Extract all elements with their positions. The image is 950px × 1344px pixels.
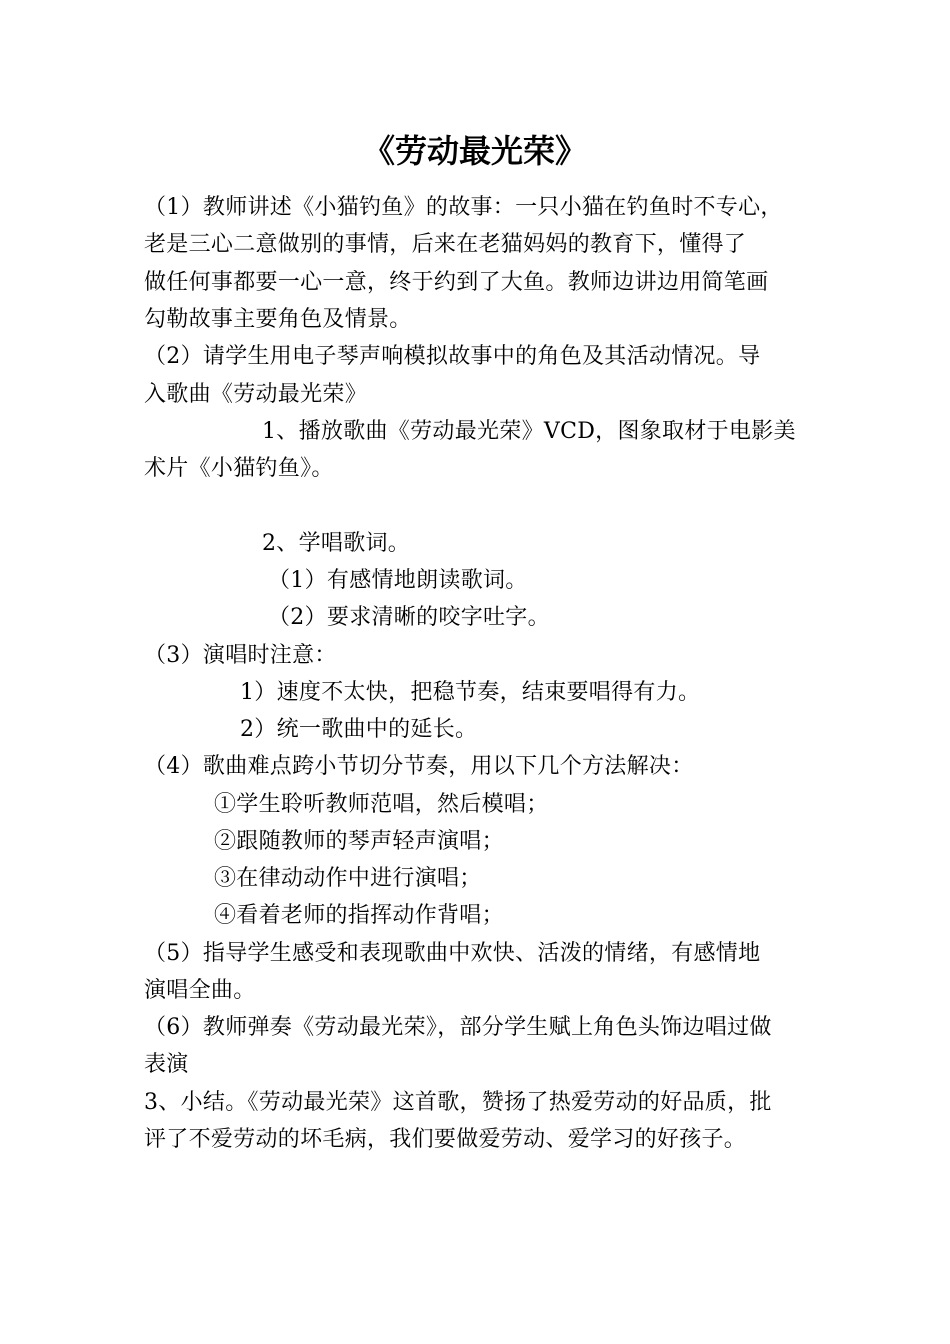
text-line: 术片《小猫钓鱼》。 xyxy=(144,456,334,481)
text-line: ④看着老师的指挥动作背唱； xyxy=(214,903,504,928)
text-line: 2）统一歌曲中的延长。 xyxy=(240,717,478,742)
text-line: 3、小结。《劳动最光荣》这首歌，赞扬了热爱劳动的好品质，批 xyxy=(144,1090,772,1115)
document-title: 《劳动最光荣》 xyxy=(362,132,587,170)
text-line: 演唱全曲。 xyxy=(144,978,256,1003)
text-line: ③在律动动作中进行演唱； xyxy=(214,866,482,891)
text-line: （2）请学生用电子琴声响模拟故事中的角色及其活动情况。导 xyxy=(144,344,761,369)
text-line: 做任何事都要一心一意，终于约到了大鱼。教师边讲边用简笔画 xyxy=(144,270,769,295)
text-line: （3）演唱时注意： xyxy=(144,643,337,668)
text-line: ②跟随教师的琴声轻声演唱； xyxy=(214,829,504,854)
text-line: （5）指导学生感受和表现歌曲中欢快、活泼的情绪，有感情地 xyxy=(144,941,761,966)
text-line: ①学生聆听教师范唱，然后模唱； xyxy=(214,792,549,817)
text-line: 勾勒故事主要角色及情景。 xyxy=(144,307,412,332)
text-line: （2）要求清晰的咬字吐字。 xyxy=(268,605,550,630)
text-line: 表演 xyxy=(144,1052,189,1077)
text-line: （4）歌曲难点跨小节切分节奏，用以下几个方法解决： xyxy=(144,754,694,779)
text-line: （1）有感情地朗读歌词。 xyxy=(268,568,528,593)
text-line: （6）教师弹奏《劳动最光荣》，部分学生赋上角色头饰边唱过做 xyxy=(144,1015,772,1040)
text-line: 1、播放歌曲《劳动最光荣》VCD，图象取材于电影美 xyxy=(262,419,796,444)
text-line: 评了不爱劳动的坏毛病，我们要做爱劳动、爱学习的好孩子。 xyxy=(144,1127,747,1152)
text-line: 2、学唱歌词。 xyxy=(262,531,411,556)
text-line: 1）速度不太快，把稳节奏，结束要唱得有力。 xyxy=(240,680,701,705)
text-line: （1）教师讲述《小猫钓鱼》的故事：一只小猫在钓鱼时不专心， xyxy=(144,195,783,220)
text-line: 入歌曲《劳动最光荣》 xyxy=(144,382,368,407)
text-line: 老是三心二意做别的事情，后来在老猫妈妈的教育下，懂得了 xyxy=(144,232,747,257)
